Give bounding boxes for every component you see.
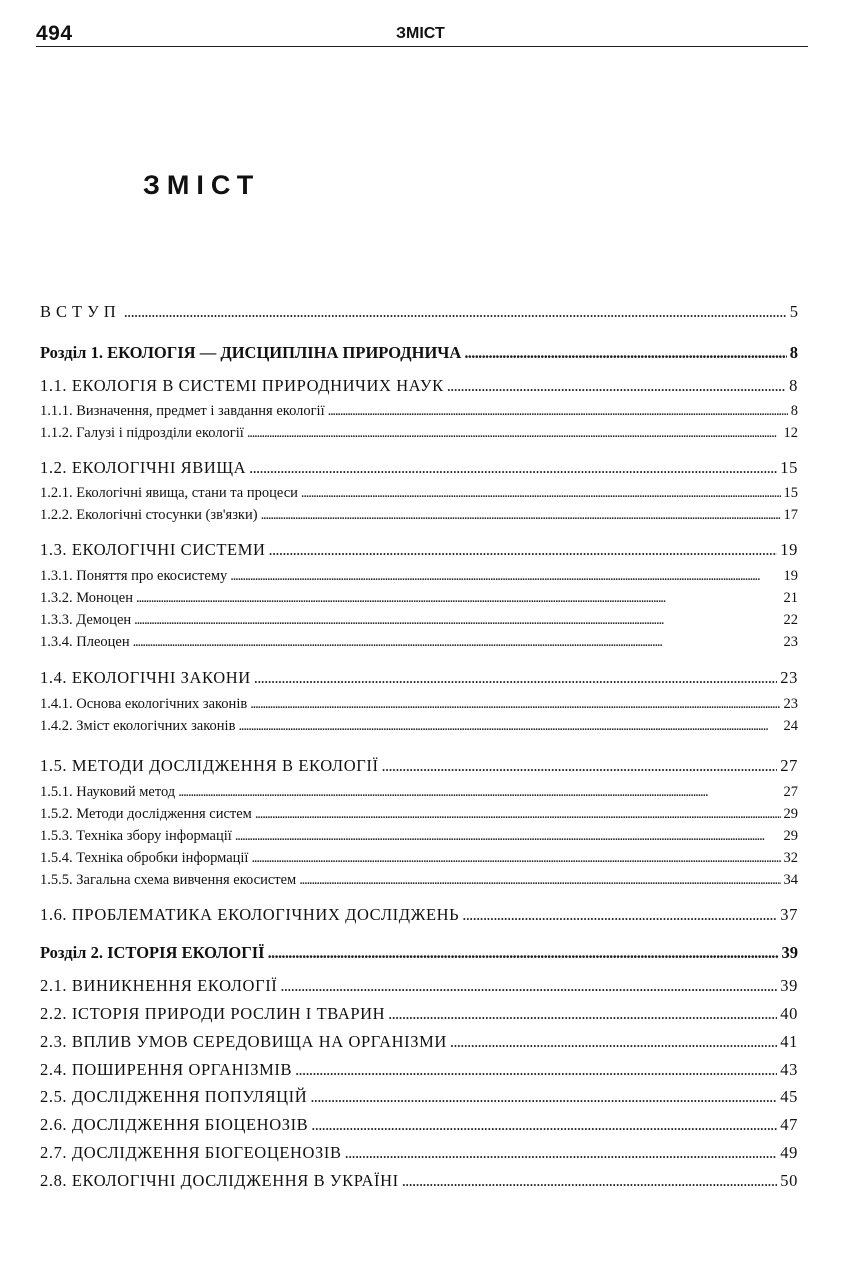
toc-entry-page: 32 bbox=[783, 850, 798, 866]
toc-entry bbox=[40, 1004, 798, 1024]
toc-entry bbox=[40, 784, 798, 801]
toc-entry-title: 1.3.3. Демоцен bbox=[40, 612, 132, 628]
toc-entry-page: 19 bbox=[783, 568, 798, 584]
toc-entry-page: 17 bbox=[783, 507, 798, 523]
toc-entry-title: 1.5.2. Методи дослідження систем bbox=[40, 806, 252, 822]
toc-entry bbox=[40, 1115, 798, 1135]
toc-dot-leader bbox=[447, 376, 786, 396]
toc-entry-title: 1.3.1. Поняття про екосистему bbox=[40, 568, 228, 584]
toc-dot-leader bbox=[133, 634, 781, 651]
toc-entry bbox=[40, 425, 798, 442]
toc-entry-title: 1.3.2. Моноцен bbox=[40, 590, 133, 606]
toc-entry-page: 8 bbox=[790, 403, 798, 419]
toc-entry-title: 2.3. ВПЛИВ УМОВ СЕРЕДОВИЩА НА ОРГАНІЗМИ bbox=[40, 1032, 447, 1051]
toc-entry-title: 1.2.1. Екологічні явища, стани та процеси bbox=[40, 485, 298, 501]
toc-entry-page: 22 bbox=[783, 612, 798, 628]
toc-entry-title: 1.5.3. Техніка збору інформації bbox=[40, 828, 232, 844]
toc-entry-title: 1.5. МЕТОДИ ДОСЛІДЖЕННЯ В ЕКОЛОГІЇ bbox=[40, 756, 379, 775]
toc-entry-title: ВСТУП bbox=[40, 302, 121, 321]
toc-dot-leader bbox=[402, 1171, 778, 1191]
toc-entry-page: 50 bbox=[780, 1171, 798, 1190]
toc-entry-title: Розділ 1. ЕКОЛОГІЯ — ДИСЦИПЛІНА ПРИРОДНИЧА bbox=[40, 343, 462, 362]
toc-entry-page: 29 bbox=[783, 828, 798, 844]
toc-dot-leader bbox=[251, 850, 780, 867]
toc-dot-leader bbox=[310, 1087, 777, 1107]
toc-entry-title: 1.2. ЕКОЛОГІЧНІ ЯВИЩА bbox=[40, 458, 247, 477]
toc-entry-page: 23 bbox=[780, 668, 798, 687]
toc-dot-leader bbox=[238, 718, 780, 735]
toc-entry bbox=[40, 1171, 798, 1191]
toc-entry-title: 1.3. ЕКОЛОГІЧНІ СИСТЕМИ bbox=[40, 540, 266, 559]
toc-dot-leader bbox=[388, 1004, 777, 1024]
toc-dot-leader bbox=[301, 485, 781, 502]
toc-entry bbox=[40, 976, 798, 996]
toc-entry-page: 39 bbox=[781, 943, 798, 962]
toc-entry bbox=[40, 828, 798, 845]
toc-entry bbox=[40, 507, 798, 524]
toc-entry-page: 39 bbox=[780, 976, 798, 995]
page-header bbox=[36, 22, 808, 47]
toc-entry bbox=[40, 403, 798, 420]
toc-entry bbox=[40, 850, 798, 867]
toc-dot-leader bbox=[464, 343, 786, 363]
page-number: 494 bbox=[36, 22, 73, 45]
toc-entry bbox=[40, 612, 798, 629]
toc-dot-leader bbox=[280, 976, 777, 996]
toc-entry bbox=[40, 806, 798, 823]
toc-dot-leader bbox=[269, 540, 778, 560]
toc-entry-title: 1.4.2. Зміст екологічних законів bbox=[40, 718, 236, 734]
toc-entry-title: 2.1. ВИНИКНЕННЯ ЕКОЛОГІЇ bbox=[40, 976, 278, 995]
toc-dot-leader bbox=[254, 668, 778, 688]
toc-entry-page: 41 bbox=[780, 1032, 798, 1051]
toc-entry bbox=[40, 756, 798, 776]
toc-dot-leader bbox=[295, 1060, 777, 1080]
toc-entry bbox=[40, 872, 798, 889]
toc-dot-leader bbox=[255, 806, 781, 823]
toc-entry bbox=[40, 1032, 798, 1052]
toc-entry bbox=[40, 458, 798, 478]
toc-entry-page: 47 bbox=[780, 1115, 798, 1134]
toc-dot-leader bbox=[268, 943, 779, 963]
toc-dot-leader bbox=[136, 590, 781, 607]
running-title: ЗМІСТ bbox=[396, 25, 445, 42]
toc-entry-page: 37 bbox=[780, 905, 798, 924]
toc-entry-page: 19 bbox=[780, 540, 798, 559]
toc-dot-leader bbox=[328, 403, 788, 420]
toc-entry-page: 12 bbox=[783, 425, 798, 441]
toc-entry-title: 1.5.5. Загальна схема вивчення екосистем bbox=[40, 872, 297, 888]
toc-dot-leader bbox=[299, 872, 780, 889]
toc-entry-page: 34 bbox=[783, 872, 798, 888]
toc-entry bbox=[40, 343, 798, 363]
toc-dot-leader bbox=[450, 1032, 777, 1052]
toc-entry-title: 1.6. ПРОБЛЕМАТИКА ЕКОЛОГІЧНИХ ДОСЛІДЖЕНЬ bbox=[40, 905, 460, 924]
toc-entry-title: 2.8. ЕКОЛОГІЧНІ ДОСЛІДЖЕННЯ В УКРАЇНІ bbox=[40, 1171, 399, 1190]
toc-entry-page: 27 bbox=[783, 784, 798, 800]
toc-entry-page: 27 bbox=[780, 756, 798, 775]
toc-dot-leader bbox=[124, 302, 787, 322]
toc-entry-title: 1.1.2. Галузі і підрозділи екології bbox=[40, 425, 244, 441]
toc-entry-title: 1.5.1. Науковий метод bbox=[40, 784, 176, 800]
toc-dot-leader bbox=[345, 1143, 778, 1163]
toc-dot-leader bbox=[230, 568, 780, 585]
toc-dot-leader bbox=[250, 696, 780, 713]
toc-entry-page: 23 bbox=[783, 634, 798, 650]
toc-dot-leader bbox=[311, 1115, 777, 1135]
toc-entry-page: 49 bbox=[780, 1143, 798, 1162]
toc-entry-page: 24 bbox=[783, 718, 798, 734]
toc-dot-leader bbox=[235, 828, 781, 845]
toc-entry bbox=[40, 485, 798, 502]
toc-entry bbox=[40, 568, 798, 585]
toc-entry-page: 15 bbox=[783, 485, 798, 501]
toc-entry-title: 1.4.1. Основа екологічних законів bbox=[40, 696, 248, 712]
toc-dot-leader bbox=[382, 756, 778, 776]
toc-entry-page: 23 bbox=[783, 696, 798, 712]
toc-entry bbox=[40, 943, 798, 963]
toc-entry bbox=[40, 696, 798, 713]
toc-entry-page: 43 bbox=[780, 1060, 798, 1079]
toc-entry bbox=[40, 1060, 798, 1080]
toc-entry-title: 1.2.2. Екологічні стосунки (зв'язки) bbox=[40, 507, 258, 523]
toc-entry-title: 2.6. ДОСЛІДЖЕННЯ БІОЦЕНОЗІВ bbox=[40, 1115, 309, 1134]
toc-entry-page: 40 bbox=[780, 1004, 798, 1023]
toc-entry bbox=[40, 634, 798, 651]
toc-entry-page: 15 bbox=[780, 458, 798, 477]
toc-entry-page: 8 bbox=[789, 376, 798, 395]
toc-entry-title: 1.1.1. Визначення, предмет і завдання екології bbox=[40, 403, 325, 419]
toc-dot-leader bbox=[462, 905, 777, 925]
toc-entry-title: 2.7. ДОСЛІДЖЕННЯ БІОГЕОЦЕНОЗІВ bbox=[40, 1143, 342, 1162]
toc-entry bbox=[40, 1143, 798, 1163]
toc-entry-page: 8 bbox=[789, 343, 798, 362]
toc-entry-title: 1.5.4. Техніка обробки інформації bbox=[40, 850, 249, 866]
toc-dot-leader bbox=[261, 507, 781, 524]
toc-entry bbox=[40, 668, 798, 688]
toc-entry-page: 29 bbox=[783, 806, 798, 822]
toc-entry-title: 2.5. ДОСЛІДЖЕННЯ ПОПУЛЯЦІЙ bbox=[40, 1087, 308, 1106]
toc-entry bbox=[40, 1087, 798, 1107]
toc-entry-title: Розділ 2. ІСТОРІЯ ЕКОЛОГІЇ bbox=[40, 943, 265, 962]
toc-entry-title: 2.2. ІСТОРІЯ ПРИРОДИ РОСЛИН І ТВАРИН bbox=[40, 1004, 386, 1023]
toc-entry-page: 45 bbox=[780, 1087, 798, 1106]
toc-dot-leader bbox=[247, 425, 781, 442]
toc-entry-title: 1.3.4. Плеоцен bbox=[40, 634, 130, 650]
toc-entry-page: 21 bbox=[783, 590, 798, 606]
toc-entry-title: 1.1. ЕКОЛОГІЯ В СИСТЕМІ ПРИРОДНИЧИХ НАУК bbox=[40, 376, 444, 395]
toc-entry bbox=[40, 376, 798, 396]
toc-entry bbox=[40, 302, 798, 322]
toc-entry bbox=[40, 905, 798, 925]
toc-entry bbox=[40, 590, 798, 607]
toc-entry-title: 1.4. ЕКОЛОГІЧНІ ЗАКОНИ bbox=[40, 668, 251, 687]
toc-entry bbox=[40, 718, 798, 735]
toc-entry bbox=[40, 540, 798, 560]
page-title: ЗМІСТ bbox=[143, 170, 261, 200]
toc-entry-title: 2.4. ПОШИРЕННЯ ОРГАНІЗМІВ bbox=[40, 1060, 293, 1079]
toc-dot-leader bbox=[249, 458, 777, 478]
toc-entry-page: 5 bbox=[789, 302, 798, 321]
toc-dot-leader bbox=[134, 612, 780, 629]
toc-dot-leader bbox=[178, 784, 780, 801]
